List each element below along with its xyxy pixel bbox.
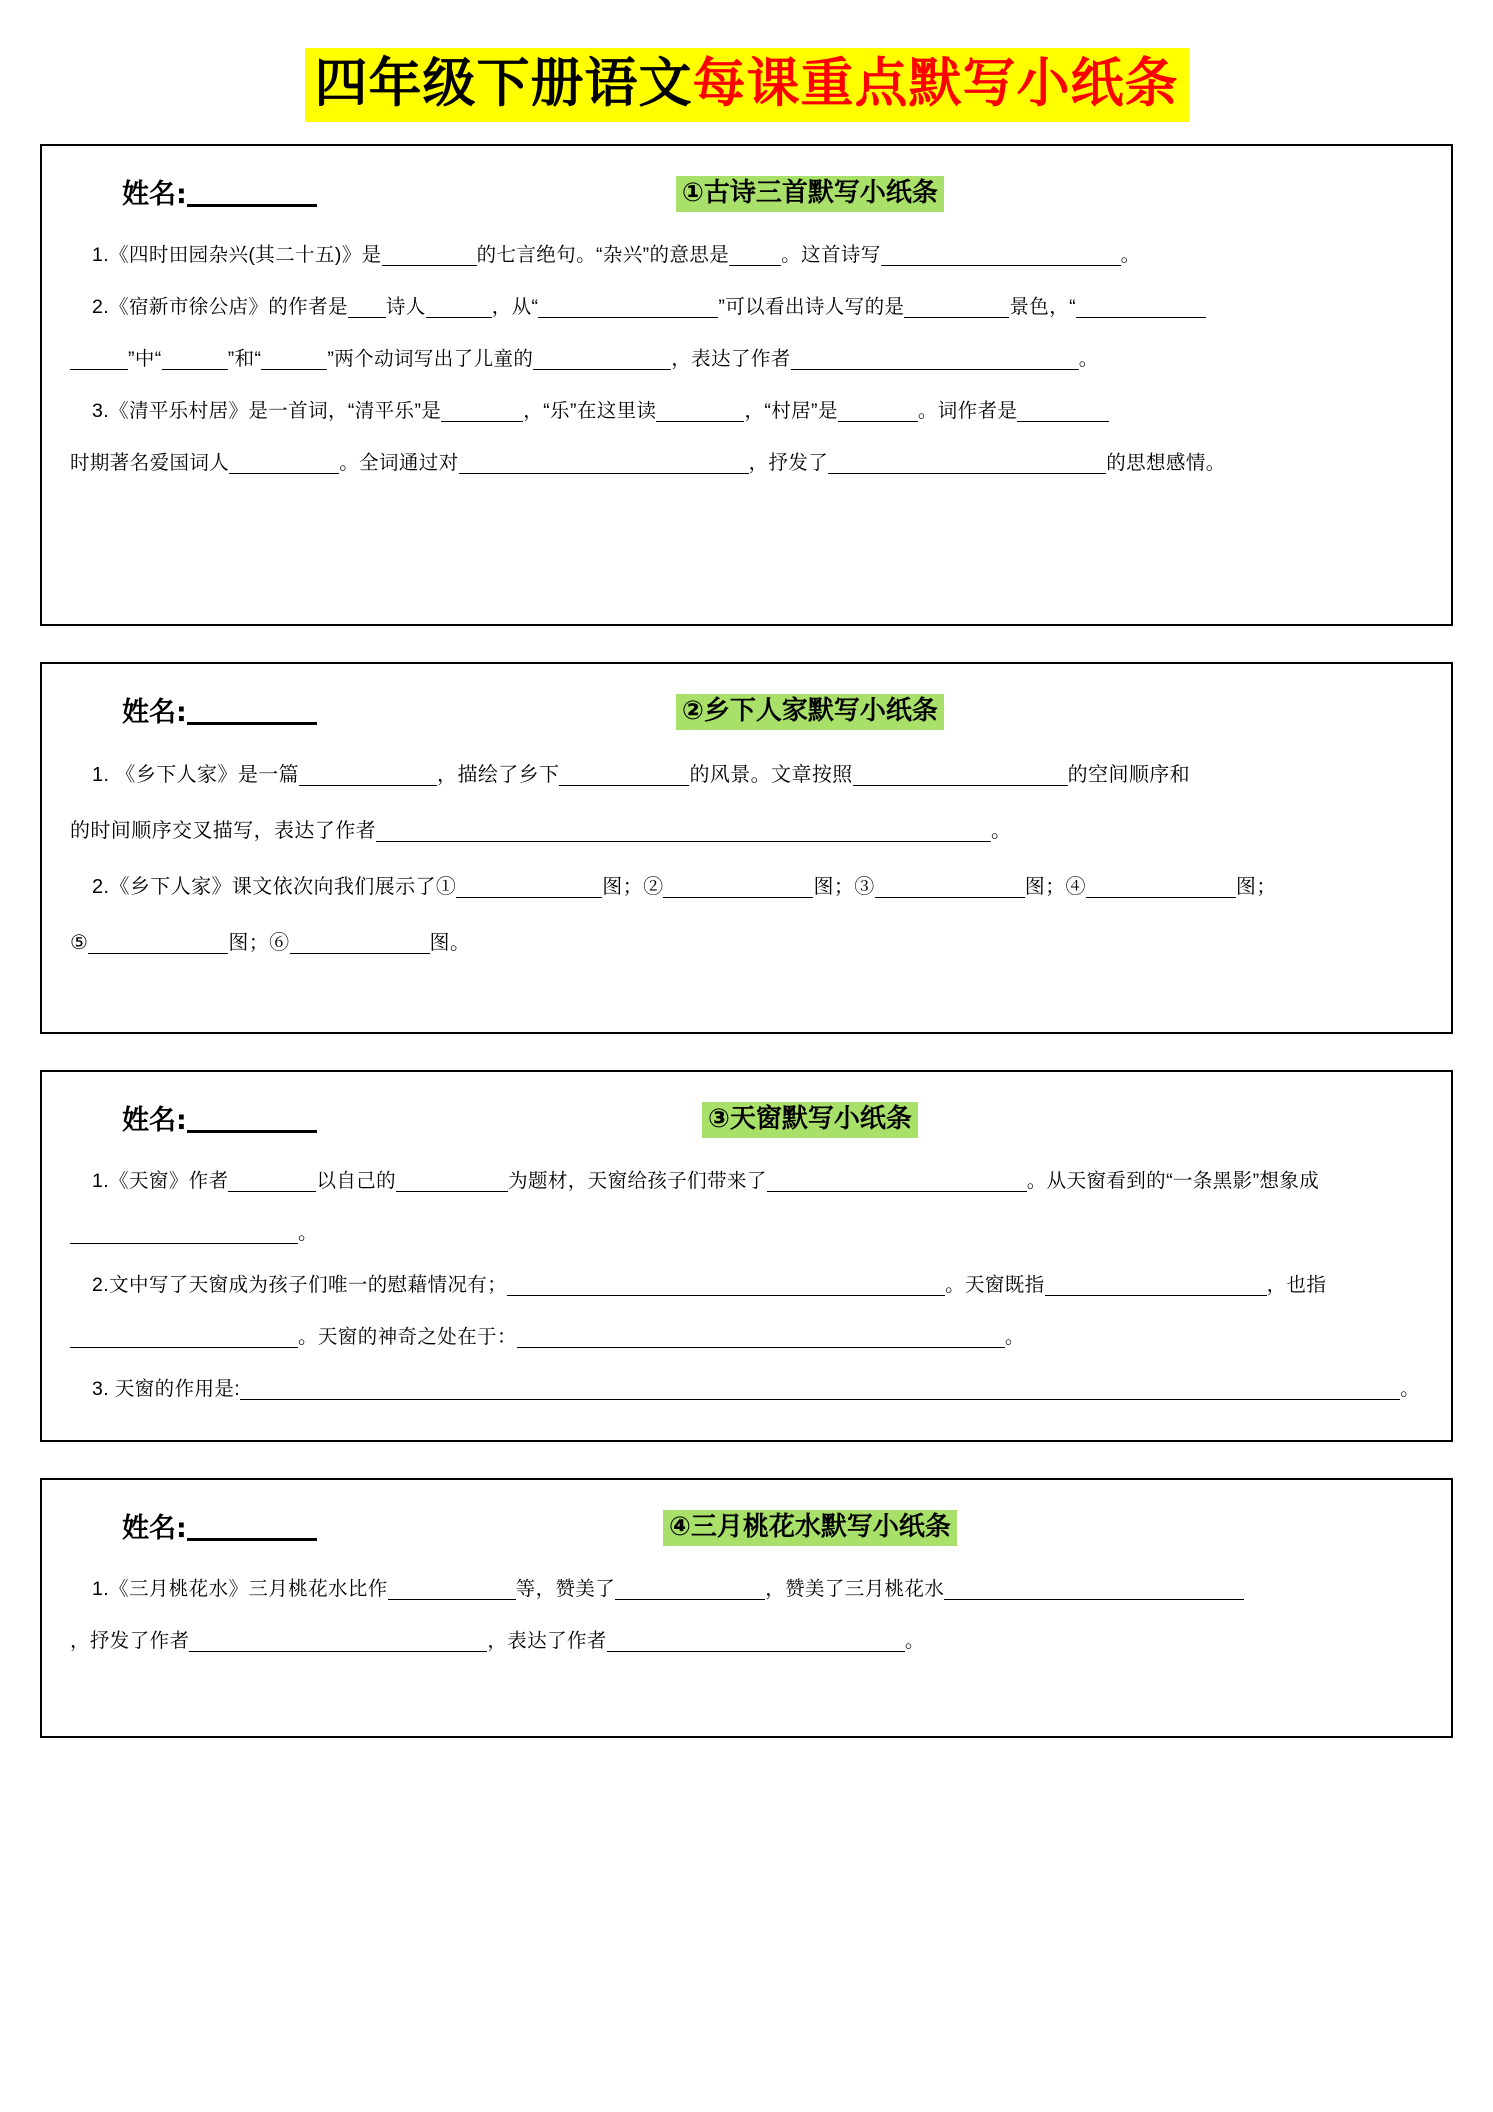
c1-t14: 。 (1078, 347, 1099, 370)
name-label-text-4: 姓名: (122, 1512, 187, 1544)
c3-b1[interactable] (228, 1169, 316, 1192)
card-2-line-2 (70, 803, 1423, 859)
card-3-line-3 (70, 1259, 1423, 1311)
card-3-line-5 (70, 1363, 1423, 1415)
worksheet-card-2 (40, 662, 1453, 1034)
worksheet-card-4 (40, 1478, 1453, 1738)
card-3-line-2 (70, 1207, 1423, 1259)
c1-b17[interactable] (1017, 399, 1109, 422)
c3-b2[interactable] (396, 1169, 508, 1192)
c1-t22: 的思想感情。 (1106, 451, 1226, 474)
card-1-title (317, 172, 1423, 209)
c2-b4[interactable] (376, 819, 991, 842)
c3-t9: 。天窗的神奇之处在于： (298, 1325, 517, 1348)
c2-b6[interactable] (663, 875, 813, 898)
c2-t6: 。 (991, 819, 1012, 842)
name-input-blank-4[interactable] (187, 1512, 317, 1541)
c2-b9[interactable] (88, 931, 228, 954)
c2-t4: 的空间顺序和 (1067, 763, 1191, 786)
name-field-label-3 (70, 1098, 317, 1137)
c1-t19: 时期著名爱国词人 (70, 451, 230, 474)
title-red-part: 每课重点默写小纸条 (692, 53, 1179, 114)
name-field-label-2 (70, 690, 317, 729)
c1-t17: ，“村居”是 (744, 399, 838, 422)
card-2-line-3 (70, 859, 1423, 915)
title-highlight (305, 48, 1189, 122)
c1-b10[interactable] (162, 347, 228, 370)
c4-t2: 等，赞美了 (515, 1577, 616, 1600)
c4-t5: ，表达了作者 (487, 1629, 607, 1652)
worksheet-card-3 (40, 1070, 1453, 1442)
c1-t16: ，“乐”在这里读 (523, 399, 657, 422)
c2-t7: 2.《乡下人家》课文依次向我们展示了① (92, 875, 457, 898)
c3-t7: 。天窗既指 (945, 1273, 1045, 1296)
name-label-text-2: 姓名: (122, 696, 187, 728)
name-label-text-1: 姓名: (122, 178, 187, 210)
c1-t21: ，抒发了 (748, 451, 829, 474)
c1-b9[interactable] (70, 347, 128, 370)
name-field-label-1 (70, 172, 317, 211)
card-3-title (317, 1098, 1423, 1135)
c2-t9: 图；③ (813, 875, 875, 898)
card-1-line-1 (70, 229, 1423, 281)
c2-t13: 图；⑥ (228, 931, 290, 954)
c3-t5: 。 (298, 1221, 318, 1244)
card-1-line-5 (70, 437, 1423, 489)
c1-b15[interactable] (656, 399, 744, 422)
c1-t3: 。这首诗写 (781, 243, 881, 266)
c2-t8: 图；② (602, 875, 664, 898)
c1-t6: 诗人 (385, 295, 426, 318)
card-4-line-2 (70, 1615, 1423, 1667)
name-field-label-4 (70, 1506, 317, 1545)
card-4-header (70, 1506, 1423, 1545)
c4-b5[interactable] (607, 1629, 905, 1652)
c1-t2: 的七言绝句。“杂兴”的意思是 (476, 243, 730, 266)
c1-t8: ”可以看出诗人写的是 (718, 295, 905, 318)
card-1-line-2 (70, 281, 1423, 333)
c1-t5: 2.《宿新市徐公店》的作者是 (92, 295, 348, 318)
title-black-part: 四年级下册语文 (314, 53, 693, 114)
c3-t2: 以自己的 (316, 1169, 397, 1192)
c2-t1: 1. 《乡下人家》是一篇 (92, 763, 300, 786)
c2-t3: 的风景。文章按照 (689, 763, 853, 786)
c3-b5[interactable] (507, 1273, 945, 1296)
card-3-line-4 (70, 1311, 1423, 1363)
c1-b4[interactable] (348, 295, 386, 318)
c4-t6: 。 (904, 1629, 925, 1652)
name-label-text-3: 姓名: (122, 1104, 187, 1136)
card-3-line-1 (70, 1155, 1423, 1207)
c2-b5[interactable] (456, 875, 602, 898)
c2-t5: 的时间顺序交叉描写，表达了作者 (70, 819, 376, 842)
c3-b3[interactable] (767, 1169, 1027, 1192)
c3-t12: 。 (1400, 1377, 1421, 1400)
name-input-blank-2[interactable] (187, 696, 317, 725)
c3-t6: 2.文中写了天窗成为孩子们唯一的慰藉情况有； (92, 1273, 508, 1296)
c2-t2: ，描绘了乡下 (437, 763, 560, 786)
c1-t11: ”和“ (227, 347, 262, 370)
worksheet-card-1 (40, 144, 1453, 626)
c1-b11[interactable] (261, 347, 327, 370)
name-input-blank-3[interactable] (187, 1104, 317, 1133)
c3-b6[interactable] (1045, 1273, 1267, 1296)
card-2-line-4 (70, 915, 1423, 971)
c4-t4: ，抒发了作者 (70, 1629, 190, 1652)
card-3-header (70, 1098, 1423, 1137)
c1-b5[interactable] (426, 295, 492, 318)
card-4-line-1 (70, 1563, 1423, 1615)
c2-b8[interactable] (1086, 875, 1236, 898)
c2-b3[interactable] (853, 763, 1068, 786)
card-4-heading-text: ④三月桃花水默写小纸条 (663, 1510, 957, 1546)
c1-b1[interactable] (382, 243, 477, 266)
c3-t11: 3. 天窗的作用是: (92, 1377, 241, 1400)
c3-t3: 为题材，天窗给孩子们带来了 (508, 1169, 767, 1192)
c3-b8[interactable] (517, 1325, 1005, 1348)
c3-t1: 1.《天窗》作者 (92, 1169, 229, 1192)
card-2-header (70, 690, 1423, 729)
card-4-title (317, 1506, 1423, 1543)
c4-b2[interactable] (615, 1577, 765, 1600)
c2-b2[interactable] (559, 763, 689, 786)
c1-b20[interactable] (828, 451, 1106, 474)
c2-b10[interactable] (290, 931, 430, 954)
c1-b14[interactable] (441, 399, 523, 422)
c3-t10: 。 (1004, 1325, 1025, 1348)
name-input-blank-1[interactable] (187, 178, 317, 207)
c1-b13[interactable] (791, 347, 1079, 370)
c3-t4: 。从天窗看到的“一条黑影”想象成 (1026, 1169, 1320, 1192)
c2-t10: 图；④ (1024, 875, 1086, 898)
c1-b7[interactable] (904, 295, 1009, 318)
c1-b2[interactable] (729, 243, 781, 266)
c3-b7[interactable] (70, 1325, 298, 1348)
c4-t1: 1.《三月桃花水》三月桃花水比作 (92, 1577, 388, 1600)
c1-t20: 。全词通过对 (339, 451, 459, 474)
card-1-header (70, 172, 1423, 211)
card-2-heading-text: ②乡下人家默写小纸条 (676, 694, 944, 730)
c1-b18[interactable] (229, 451, 339, 474)
card-1-heading-text: ①古诗三首默写小纸条 (676, 176, 944, 212)
c1-b16[interactable] (838, 399, 918, 422)
c1-b3[interactable] (881, 243, 1121, 266)
c4-b3[interactable] (944, 1577, 1244, 1600)
c1-t12: ”两个动词写出了儿童的 (327, 347, 534, 370)
card-1-line-3 (70, 333, 1423, 385)
c3-b4[interactable] (70, 1221, 298, 1244)
c1-t9: 景色，“ (1009, 295, 1076, 318)
c2-b1[interactable] (299, 763, 437, 786)
page-title (40, 0, 1453, 144)
c1-t7: ，从“ (491, 295, 539, 318)
c4-b1[interactable] (388, 1577, 516, 1600)
card-1-line-4 (70, 385, 1423, 437)
c1-b6[interactable] (538, 295, 718, 318)
c1-t15: 3.《清平乐村居》是一首词，“清平乐”是 (92, 399, 442, 422)
c1-b12[interactable] (533, 347, 671, 370)
c2-t11: 图； (1235, 875, 1277, 898)
c1-b8[interactable] (1076, 295, 1206, 318)
c1-t18: 。词作者是 (917, 399, 1018, 422)
card-3-heading-text: ③天窗默写小纸条 (702, 1102, 918, 1138)
c4-t3: ，赞美了三月桃花水 (765, 1577, 945, 1600)
c1-t4: 。 (1120, 243, 1141, 266)
c2-t14: 图。 (429, 931, 471, 954)
card-2-title (317, 690, 1423, 727)
card-2-line-1 (70, 747, 1423, 803)
c2-t12: ⑤ (70, 931, 89, 954)
c3-t8: ，也指 (1266, 1273, 1327, 1296)
c4-b4[interactable] (189, 1629, 487, 1652)
c2-b7[interactable] (875, 875, 1025, 898)
c1-t13: ，表达了作者 (671, 347, 791, 370)
c1-b19[interactable] (459, 451, 749, 474)
c1-t1: 1.《四时田园杂兴(其二十五)》是 (92, 243, 382, 266)
c1-t10: ”中“ (128, 347, 162, 370)
c3-b9[interactable] (240, 1377, 1400, 1400)
